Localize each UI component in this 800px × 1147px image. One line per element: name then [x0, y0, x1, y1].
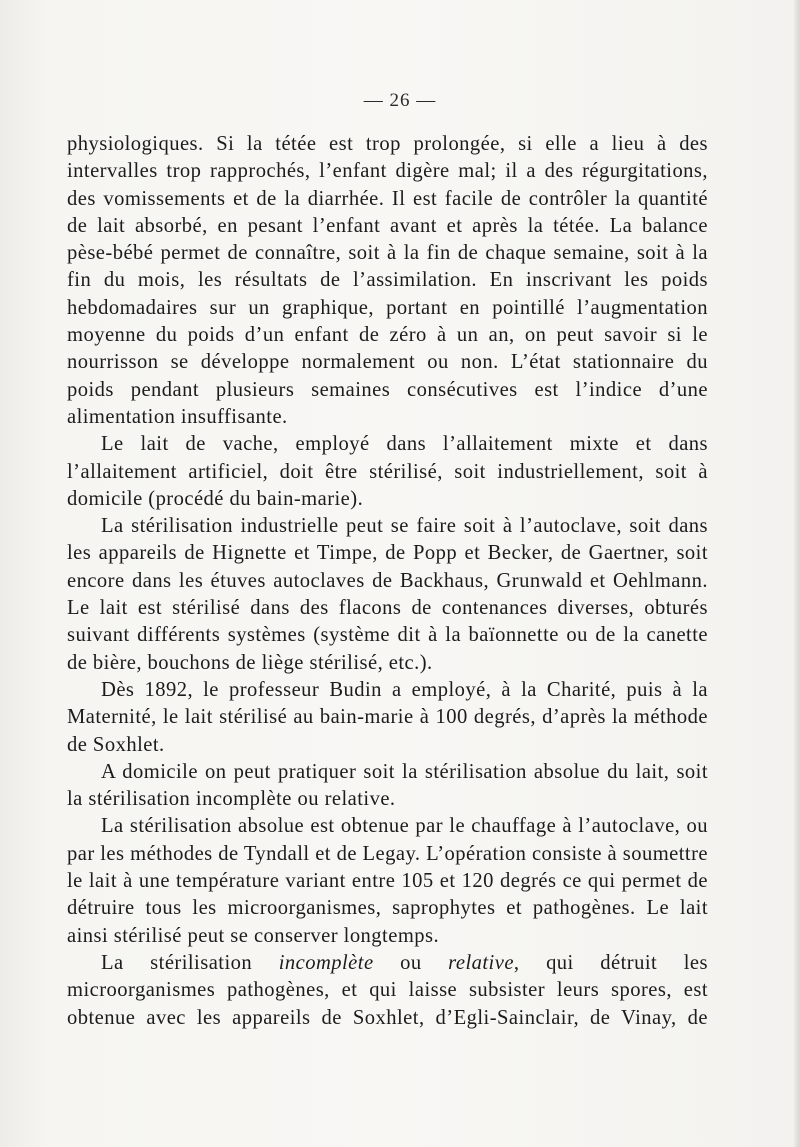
paragraph-rest-text: , qui détruit les microorganismes pathogènes, et qui laisse subsister leurs spores, est obtenue avec les appareils de Soxhlet, d’Egli-Sainclair, de Vinay, de — [67, 951, 708, 1029]
paragraph-cow-milk: Le lait de vache, employé dans l’allaitement mixte et dans l’allaitement artificiel, doit être stérilisé, soit industriellement, soit à domicile (procédé du bain-marie). — [67, 433, 708, 510]
paragraph-feeding-control: physiologiques. Si la tétée est trop prolongée, si elle a lieu à des intervalles trop rapprochés, l’enfant digère mal; il a des régurgitations, des vomissements et de la diarrhée. Il est facile de contrôler la quantité de lait absorbé, en pesant l’enfant avant et après la tétée. La balance pèse-bébé permet de connaître, soit à la fin de chaque semaine, soit à la fin du mois, les résultats de l’assimilation. En inscrivant les poids hebdomadaires sur un graphique, portant en pointillé l’augmentation moyenne du poids d’un enfant de zéro à un an, on peut savoir si le nourrisson se développe normalement ou non. L’état stationnaire du poids pendant plusieurs semaines consécutives est l’indice d’une alimentation insuffisante. — [67, 133, 708, 428]
paragraph-lead-text: La stérilisation — [101, 951, 279, 974]
paragraph-absolute-sterilization: La stérilisation absolue est obtenue par le chauffage à l’autoclave, ou par les méthodes de Tyndall et de Legay. L’opération consiste à soumettre le lait à une température variant entre 105 et 120 degrés ce qui permet de détruire tous les microorganismes, saprophytes et pathogènes. Le lait ainsi stérilisé peut se conserver longtemps. — [67, 815, 708, 947]
body-text — [67, 131, 708, 1032]
paragraph-budin-soxhlet: Dès 1892, le professeur Budin a employé, à la Charité, puis à la Maternité, le lait stérilisé au bain-marie à 100 degrés, d’après la méthode de Soxhlet. — [67, 678, 708, 756]
paragraph-incomplete-sterilization — [67, 950, 708, 1032]
page-number: — 26 — — [363, 90, 437, 111]
paragraph-industrial-sterilization: La stérilisation industrielle peut se faire soit à l’autoclave, soit dans les appareils de Hignette et Timpe, de Popp et Becker, de Gaertner, soit encore dans les étuves autoclaves de Backhaus, Grunwald et Oehlmann. Le lait est stérilisé dans des flacons de contenances diverses, obturés suivant différents systèmes (système dit à la baïonnette ou de la canette de bière, bouchons de liège stérilisé, etc.). — [67, 515, 708, 674]
paragraph-connector-text: ou — [373, 951, 449, 974]
italic-term-incomplete: incomplète — [278, 951, 374, 974]
italic-term-relative: relative — [448, 951, 514, 974]
paragraph-home-sterilization: A domicile on peut pratiquer soit la stérilisation absolue du lait, soit la stérilisation incomplète ou relative. — [67, 760, 708, 811]
